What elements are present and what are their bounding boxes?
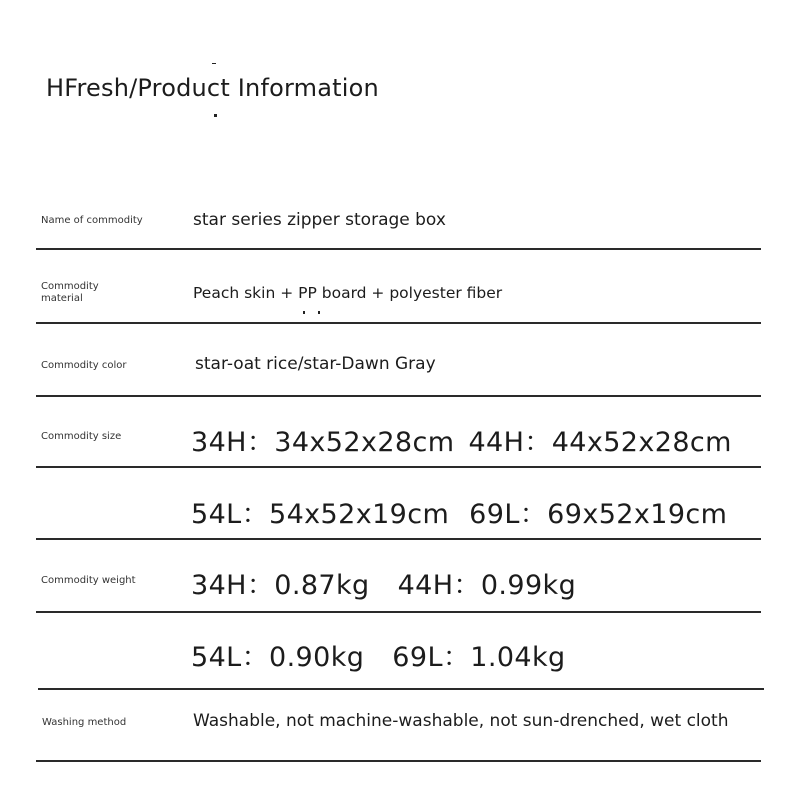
color-value: star-oat rice/star-Dawn Gray — [195, 354, 436, 374]
row-divider — [36, 395, 761, 397]
material-value: Peach skin + PP board + polyester fiber — [193, 284, 503, 302]
size-line-2 — [191, 492, 727, 531]
washing-label: Washing method — [42, 717, 127, 728]
decorative-mark — [214, 114, 217, 117]
weight-69l: 69L：1.04kg — [392, 642, 566, 673]
row-divider — [36, 322, 761, 324]
material-label: Commodity material — [41, 281, 99, 304]
name-label: Name of commodity — [41, 215, 143, 226]
row-divider — [36, 538, 761, 540]
decorative-mark — [303, 311, 305, 314]
weight-line-2 — [191, 635, 566, 674]
row-divider — [38, 688, 764, 690]
weight-54l: 54L：0.90kg — [191, 642, 365, 673]
weight-label: Commodity weight — [41, 575, 136, 586]
decorative-mark — [318, 311, 320, 314]
size-54l: 54L：54x52x19cm — [191, 499, 450, 530]
row-divider — [36, 248, 761, 250]
row-divider — [36, 760, 761, 762]
row-divider — [36, 611, 761, 613]
size-34h: 34H：34x52x28cm — [191, 427, 455, 458]
weight-line-1 — [191, 563, 576, 602]
size-line-1 — [191, 420, 732, 459]
color-label: Commodity color — [41, 360, 127, 371]
row-divider — [36, 466, 761, 468]
washing-value: Washable, not machine-washable, not sun-drenched, wet cloth — [193, 711, 729, 731]
size-44h: 44H：44x52x28cm — [468, 427, 732, 458]
page-title: HFresh/Product Information — [46, 74, 379, 102]
weight-34h: 34H：0.87kg — [191, 570, 370, 601]
weight-44h: 44H：0.99kg — [397, 570, 577, 601]
size-label: Commodity size — [41, 431, 122, 442]
name-value: star series zipper storage box — [193, 210, 446, 230]
decorative-mark — [212, 63, 216, 64]
size-69l: 69L：69x52x19cm — [469, 499, 728, 530]
